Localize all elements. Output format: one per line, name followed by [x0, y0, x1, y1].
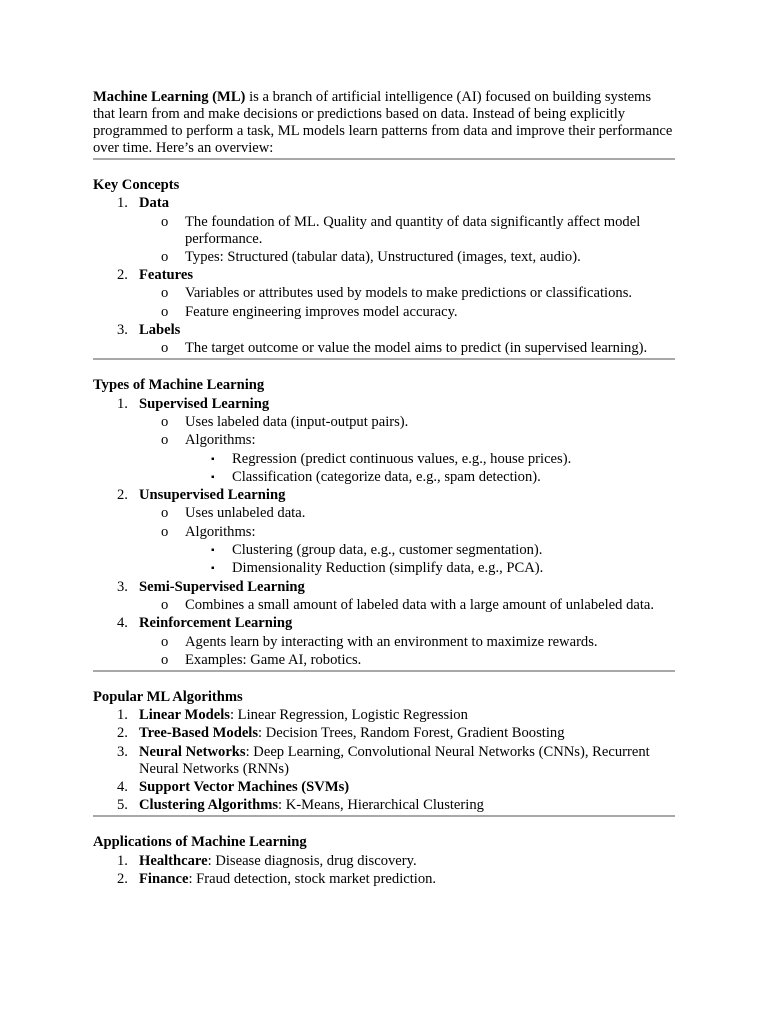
section-divider	[93, 358, 675, 360]
list-item	[93, 597, 675, 614]
list-item	[93, 432, 675, 486]
bullet-marker: o	[161, 285, 169, 302]
item-text: Clustering (group data, e.g., customer segmentation).	[232, 542, 543, 559]
list-number: 5.	[117, 797, 128, 814]
item-title: Features	[139, 267, 194, 284]
item-title: Healthcare	[139, 852, 208, 869]
item-text: Combines a small amount of labeled data with a large amount of unlabeled data.	[185, 596, 655, 613]
list-item	[93, 414, 675, 431]
list-number: 2.	[117, 487, 128, 504]
item-text: The target outcome or value the model aims to predict (in supervised learning).	[185, 340, 648, 357]
bullet-marker: o	[161, 633, 169, 650]
list-number: 2.	[117, 870, 128, 887]
list-item	[93, 542, 675, 559]
list-item	[93, 487, 675, 577]
list-item	[93, 725, 675, 742]
item-text: : Decision Trees, Random Forest, Gradient Boosting	[258, 725, 565, 742]
item-text: : Disease diagnosis, drug discovery.	[207, 852, 417, 869]
list-item	[93, 285, 675, 302]
item-title: Reinforcement Learning	[139, 615, 293, 632]
item-text: : K-Means, Hierarchical Clustering	[278, 797, 484, 814]
item-title: Data	[139, 195, 169, 212]
key-concepts-list	[93, 195, 675, 357]
list-item	[93, 340, 675, 357]
list-item	[93, 214, 675, 248]
heading-popular-algorithms: Popular ML Algorithms	[93, 688, 243, 705]
item-title: Linear Models	[139, 707, 230, 724]
list-number: 1.	[117, 852, 128, 869]
section-divider	[93, 815, 675, 817]
item-title: Unsupervised Learning	[139, 487, 286, 504]
list-item	[93, 779, 675, 796]
item-title: Neural Networks	[139, 743, 246, 760]
item-text: : Fraud detection, stock market prediction.	[188, 870, 437, 887]
bullet-marker: o	[161, 505, 169, 522]
item-title: Support Vector Machines (SVMs)	[139, 779, 350, 796]
heading-applications: Applications of Machine Learning	[93, 834, 307, 851]
item-text: Algorithms:	[185, 523, 256, 540]
item-text: Dimensionality Reduction (simplify data, e.g., PCA).	[232, 560, 544, 577]
list-number: 3.	[117, 578, 128, 595]
bullet-marker: o	[161, 596, 169, 613]
list-item	[93, 524, 675, 578]
bullet-marker: o	[161, 413, 169, 430]
list-number: 2.	[117, 267, 128, 284]
list-item	[93, 707, 675, 724]
intro-term: Machine Learning (ML)	[93, 89, 246, 105]
list-number: 1.	[117, 395, 128, 412]
square-bullet-marker: ▪	[211, 545, 215, 557]
list-number: 4.	[117, 615, 128, 632]
list-item	[93, 322, 675, 357]
item-title: Tree-Based Models	[139, 725, 259, 742]
list-item	[93, 304, 675, 321]
bullet-marker: o	[161, 213, 169, 230]
item-text: Uses unlabeled data.	[185, 505, 306, 522]
list-item	[93, 634, 675, 651]
heading-key-concepts: Key Concepts	[93, 177, 180, 193]
item-text: Feature engineering improves model accuracy.	[185, 303, 458, 320]
list-number: 3.	[117, 322, 128, 339]
bullet-marker: o	[161, 340, 169, 357]
list-item	[93, 652, 675, 669]
item-text: : Deep Learning, Convolutional Neural Networks (CNNs), Recurrent Neural Networks (RNNs)	[139, 743, 650, 777]
list-item	[93, 560, 675, 577]
list-item	[93, 469, 675, 486]
document-page	[93, 89, 675, 888]
types-list	[93, 396, 675, 669]
list-item	[93, 615, 675, 669]
item-text: Variables or attributes used by models to make predictions or classifications.	[185, 285, 633, 302]
item-text: Agents learn by interacting with an environment to maximize rewards.	[185, 633, 598, 650]
item-text: The foundation of ML. Quality and quantity of data significantly affect model performance.	[185, 213, 641, 247]
square-bullet-marker: ▪	[211, 563, 215, 575]
list-item	[93, 797, 675, 814]
list-item	[93, 396, 675, 486]
list-number: 1.	[117, 195, 128, 212]
item-text: : Linear Regression, Logistic Regression	[229, 707, 468, 724]
list-item	[93, 744, 675, 778]
square-bullet-marker: ▪	[211, 471, 215, 483]
bullet-marker: o	[161, 432, 169, 449]
square-bullet-marker: ▪	[211, 453, 215, 465]
bullet-marker: o	[161, 523, 169, 540]
list-item	[93, 505, 675, 522]
item-title: Finance	[139, 870, 189, 887]
list-item	[93, 195, 675, 266]
bullet-marker: o	[161, 303, 169, 320]
algorithms-list	[93, 707, 675, 814]
list-item	[93, 267, 675, 321]
list-item	[93, 853, 675, 870]
item-text: Uses labeled data (input-output pairs).	[185, 413, 409, 430]
section-divider	[93, 158, 675, 160]
list-item	[93, 451, 675, 468]
item-text: Examples: Game AI, robotics.	[185, 651, 362, 668]
list-number: 2.	[117, 725, 128, 742]
item-text: Algorithms:	[185, 432, 256, 449]
item-text: Regression (predict continuous values, e.g., house prices).	[232, 450, 572, 467]
item-text: Classification (categorize data, e.g., spam detection).	[232, 468, 541, 485]
list-number: 1.	[117, 707, 128, 724]
item-title: Semi-Supervised Learning	[139, 578, 305, 595]
section-divider	[93, 670, 675, 672]
list-item	[93, 871, 675, 888]
intro-paragraph	[93, 89, 675, 157]
item-title: Labels	[139, 322, 181, 339]
list-number: 3.	[117, 743, 128, 760]
intro-text: is a branch of artificial intelligence (AI) focused on building systems that learn from and make decisions or predictions based on data. Instead of being explicitly programmed to perform a task, ML models learn patterns from data and improve their performance over time. Here’s an overview:	[93, 89, 673, 156]
bullet-marker: o	[161, 651, 169, 668]
list-item	[93, 579, 675, 614]
applications-list	[93, 853, 675, 888]
list-number: 4.	[117, 779, 128, 796]
item-title: Supervised Learning	[139, 395, 270, 412]
item-title: Clustering Algorithms	[139, 797, 279, 814]
bullet-marker: o	[161, 248, 169, 265]
heading-types-of-ml: Types of Machine Learning	[93, 377, 265, 394]
list-item	[93, 249, 675, 266]
item-text: Types: Structured (tabular data), Unstructured (images, text, audio).	[185, 248, 581, 265]
